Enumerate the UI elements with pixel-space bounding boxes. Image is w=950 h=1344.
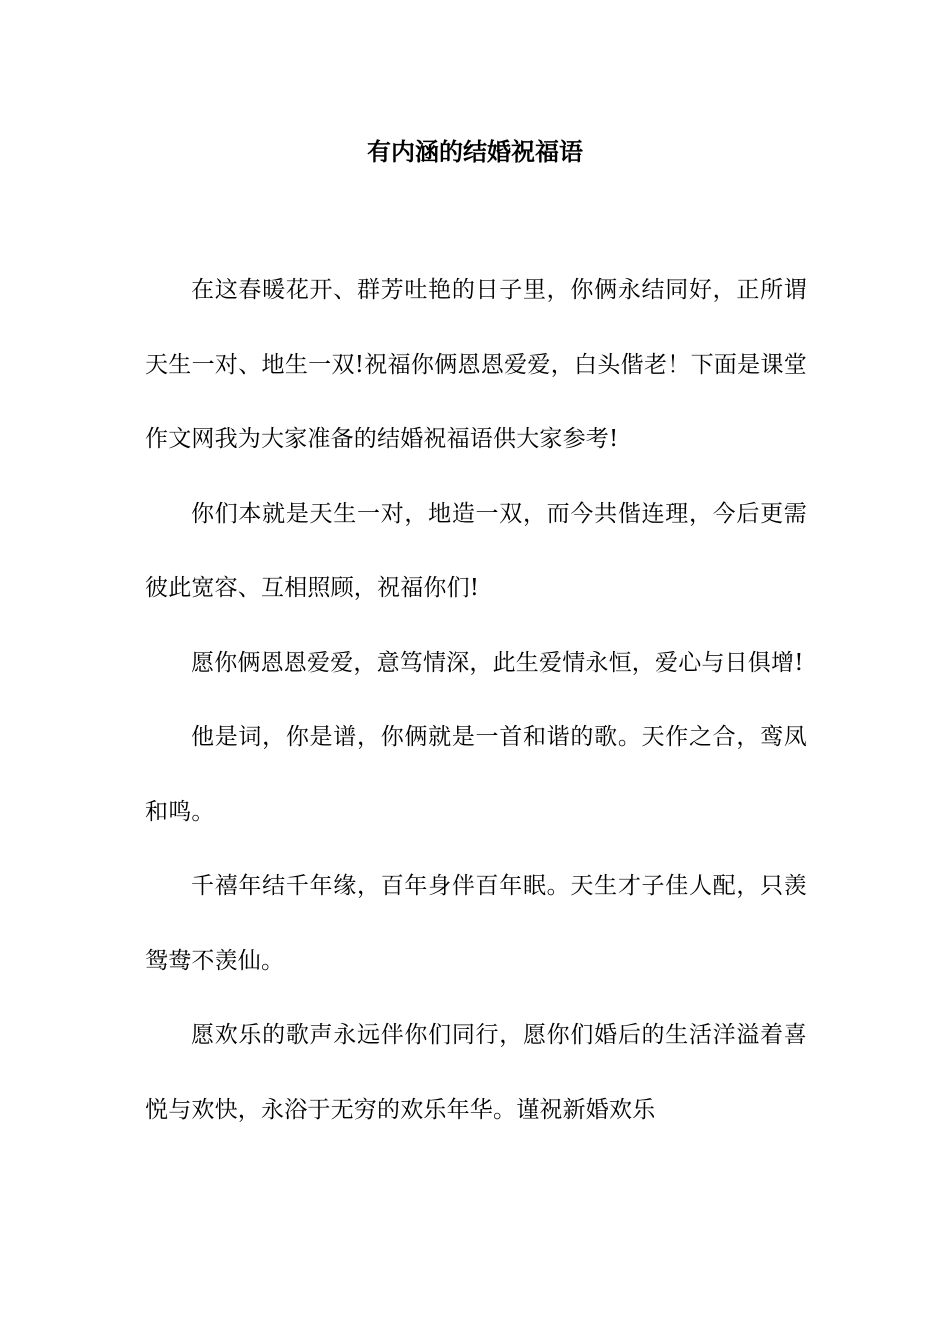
document-title: 有内涵的结婚祝福语 bbox=[367, 138, 583, 166]
paragraph-intro: 在这春暖花开、群芳吐艳的日子里，你俩永结同好，正所谓天生一对、地生一双!祝福你俩恩恩爱爱，白头偕老！下面是课堂作文网我为大家准备的结婚祝福语供大家参考! bbox=[145, 277, 807, 452]
paragraph-blessing-3: 他是词，你是谱，你俩就是一首和谐的歌。天作之合，鸾凤和鸣。 bbox=[145, 724, 807, 825]
document-body bbox=[145, 253, 807, 1147]
paragraph-blessing-4: 千禧年结千年缘，百年身伴百年眠。天生才子佳人配，只羡鸳鸯不羡仙。 bbox=[145, 873, 807, 974]
paragraph-blessing-5: 愿欢乐的歌声永远伴你们同行，愿你们婚后的生活洋溢着喜悦与欢快，永浴于无穷的欢乐年华。谨祝新婚欢乐 bbox=[145, 1022, 807, 1123]
paragraph-blessing-2: 愿你俩恩恩爱爱，意笃情深，此生爱情永恒，爱心与日俱增! bbox=[191, 649, 804, 676]
paragraph-blessing-1: 你们本就是天生一对，地造一双，而今共偕连理，今后更需彼此宽容、互相照顾，祝福你们! bbox=[145, 500, 807, 601]
